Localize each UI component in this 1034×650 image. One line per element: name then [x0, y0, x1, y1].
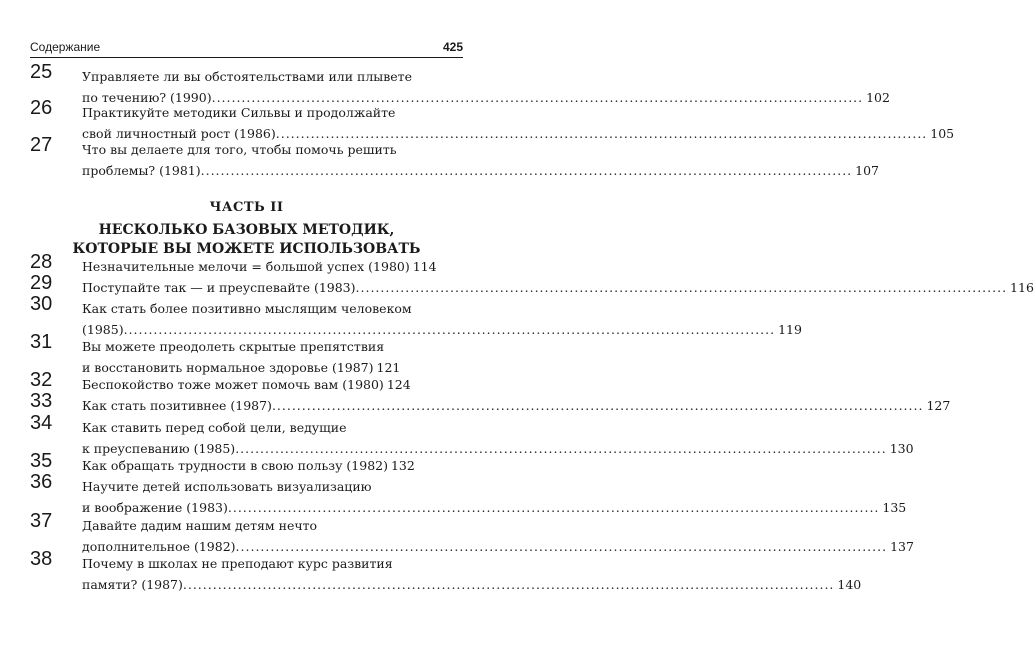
chapter-page-number: 116	[1010, 280, 1034, 295]
part-title-line-1: НЕСКОЛЬКО БАЗОВЫХ МЕТОДИК,	[98, 222, 395, 238]
chapter-title-text: Как ставить перед собой цели, ведущие	[82, 420, 347, 435]
chapter-title-text: и восстановить нормальное здоровье (1987)	[82, 360, 374, 375]
chapter-title-text: к преуспеванию (1985)	[82, 441, 236, 456]
chapter-title	[82, 102, 955, 144]
chapter-number: 25	[30, 61, 53, 83]
chapter-page-number: 140	[837, 577, 862, 592]
chapter-title	[82, 374, 411, 395]
chapter-title-text: Давайте дадим нашим детям нечто	[82, 518, 318, 533]
chapter-title	[82, 455, 415, 476]
chapter-title	[82, 256, 437, 277]
chapter-title-text: Как стать позитивнее (1987)	[82, 398, 272, 413]
running-header	[30, 40, 463, 58]
chapter-number: 35	[30, 450, 53, 472]
chapter-title-text: памяти? (1987)	[82, 577, 183, 592]
chapter-page-number: 127	[926, 398, 951, 413]
chapter-title-text: Незначительные мелочи = большой успех (1980)	[82, 259, 410, 274]
chapter-title-line	[82, 515, 400, 536]
chapter-title-line	[82, 256, 437, 277]
chapter-number: 32	[30, 369, 53, 391]
part-title-line-2: КОТОРЫЕ ВЫ МОЖЕТЕ ИСПОЛЬЗОВАТЬ	[72, 241, 421, 257]
chapter-title-text: проблемы? (1981)	[82, 163, 201, 178]
chapter-title	[82, 515, 914, 557]
chapter-title-line	[82, 417, 400, 438]
chapter-page-number: 107	[855, 163, 880, 178]
chapter-number: 26	[30, 97, 53, 119]
chapter-number: 27	[30, 134, 53, 156]
chapter-title-text: по течению? (1990)	[82, 90, 212, 105]
chapter-title-text: Научите детей использовать визуализацию	[82, 479, 372, 494]
chapter-page-number: 121	[376, 360, 401, 375]
chapter-title-line	[82, 160, 880, 181]
chapter-title-text: Практикуйте методики Сильвы и продолжайте	[82, 105, 396, 120]
chapter-title-text: дополнительное (1982)	[82, 539, 236, 554]
chapter-title-text: Поступайте так — и преуспевайте (1983)	[82, 280, 356, 295]
chapter-number: 36	[30, 471, 53, 493]
chapter-title-text: (1985)	[82, 322, 124, 337]
chapter-page-number: 114	[412, 259, 437, 274]
chapter-title-line	[82, 374, 411, 395]
chapter-page-number: 119	[778, 322, 802, 337]
chapter-page-number: 105	[930, 126, 955, 141]
dot-leader	[356, 277, 1008, 298]
chapter-title-line	[82, 277, 1034, 298]
chapter-title-line	[82, 102, 400, 123]
chapter-title-text: Управляете ли вы обстоятельствами или плывете	[82, 69, 412, 84]
chapter-title-line	[82, 395, 951, 416]
chapter-page-number: 124	[386, 377, 411, 392]
chapter-title-text: и воображение (1983)	[82, 500, 228, 515]
chapter-title	[82, 395, 951, 416]
chapter-title-line	[82, 139, 400, 160]
chapter-title	[82, 139, 880, 181]
chapter-number: 33	[30, 390, 53, 412]
chapter-number: 29	[30, 272, 53, 294]
chapter-number: 37	[30, 510, 53, 532]
chapter-title-text: Что вы делаете для того, чтобы помочь решить	[82, 142, 397, 157]
chapter-title	[82, 476, 907, 518]
chapter-title	[82, 553, 862, 595]
chapter-page-number: 137	[890, 539, 914, 554]
chapter-title	[82, 417, 914, 459]
chapter-page-number: 130	[889, 441, 914, 456]
chapter-page-number: 102	[866, 90, 890, 105]
dot-leader	[183, 574, 835, 595]
chapter-page-number: 135	[882, 500, 907, 515]
chapter-title-text: свой личностный рост (1986)	[82, 126, 276, 141]
chapter-page-number: 132	[390, 458, 415, 473]
chapter-title	[82, 277, 1034, 298]
chapter-title-text: Вы можете преодолеть скрытые препятствия	[82, 339, 385, 354]
dot-leader	[201, 160, 853, 181]
chapter-title-text: Как стать более позитивно мыслящим человеком	[82, 301, 412, 316]
chapter-number: 30	[30, 293, 53, 315]
chapter-title-line	[82, 574, 862, 595]
chapter-title-text: Как обращать трудности в свою пользу (1982)	[82, 458, 388, 473]
chapter-number: 38	[30, 548, 53, 570]
part-heading	[30, 200, 463, 259]
chapter-title-line	[82, 553, 400, 574]
chapter-title-line	[82, 66, 412, 87]
chapter-title-line	[82, 476, 400, 497]
chapter-title	[82, 298, 802, 340]
chapter-number: 28	[30, 251, 53, 273]
chapter-title-line	[82, 336, 400, 357]
chapter-title-line	[82, 298, 412, 319]
chapter-title-text: Беспокойство тоже может помочь вам (1980)	[82, 377, 384, 392]
dot-leader	[272, 395, 924, 416]
chapter-title-line	[82, 455, 415, 476]
chapter-number: 31	[30, 331, 53, 353]
header-divider	[30, 57, 463, 58]
chapter-title	[82, 336, 400, 378]
running-header-title: Содержание	[30, 40, 101, 54]
page-number: 425	[442, 40, 463, 54]
chapter-title-text: Почему в школах не преподают курс развития	[82, 556, 393, 571]
chapter-number: 34	[30, 412, 53, 434]
part-label: ЧАСТЬ II	[209, 200, 284, 215]
